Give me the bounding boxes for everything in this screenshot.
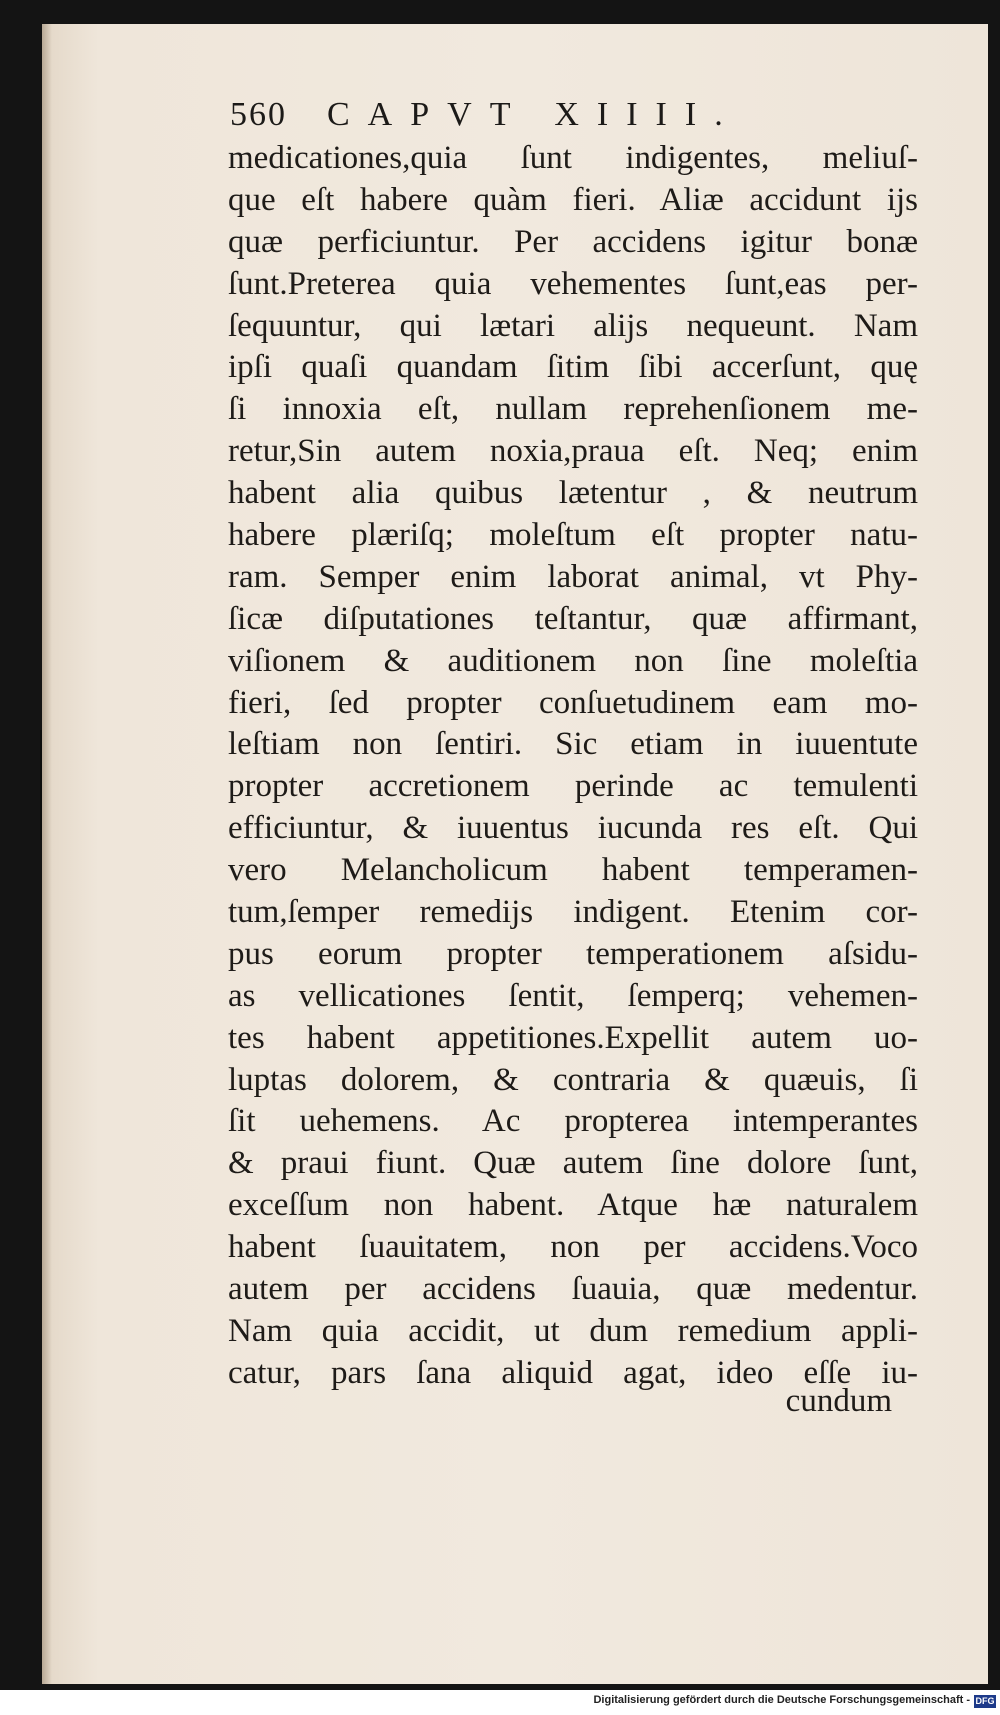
text-line: retur,Sin autem noxia,praua eſt. Neq; enim bbox=[228, 433, 918, 470]
funding-credit: Digitalisierung gefördert durch die Deutsche Forschungsgemeinschaft - bbox=[593, 1694, 970, 1706]
text-line: Nam quia accidit, ut dum remedium appli- bbox=[228, 1312, 918, 1349]
digitization-footer bbox=[0, 1690, 1000, 1715]
text-line: habent ſuauitatem, non per accidens.Voco bbox=[228, 1229, 918, 1266]
text-line: leſtiam non ſentiri. Sic etiam in iuuentute bbox=[228, 726, 918, 763]
text-line: tes habent appetitiones.Expellit autem uo- bbox=[228, 1019, 918, 1056]
text-line: ram. Semper enim laborat animal, vt Phy- bbox=[228, 558, 918, 595]
text-line: ſequuntur, qui lætari alijs nequeunt. Nam bbox=[228, 307, 918, 344]
text-line: habent alia quibus lætentur , & neutrum bbox=[228, 475, 918, 512]
text-line: propter accretionem perinde ac temulenti bbox=[228, 768, 918, 805]
text-line: luptas dolorem, & contraria & quæuis, ſi bbox=[228, 1061, 918, 1098]
text-line: exceſſum non habent. Atque hæ naturalem bbox=[228, 1187, 918, 1224]
text-line: as vellicationes ſentit, ſemperq; vehemen- bbox=[228, 977, 918, 1014]
text-line: fieri, ſed propter conſuetudinem eam mo- bbox=[228, 684, 918, 721]
text-line: ipſi quaſi quandam ſitim ſibi accerſunt, quę bbox=[228, 349, 918, 386]
text-line: & praui fiunt. Quæ autem ſine dolore ſunt, bbox=[228, 1145, 918, 1182]
dfg-logo-icon: DFG bbox=[975, 1696, 995, 1706]
text-line: habere plæriſq; moleſtum eſt propter natu- bbox=[228, 517, 918, 554]
text-line: pus eorum propter temperationem aſsidu- bbox=[228, 935, 918, 972]
running-head-title: CAPVT XIIII. bbox=[327, 96, 741, 133]
page-gutter-shadow bbox=[42, 24, 52, 1684]
text-line: ſunt.Preterea quia vehementes ſunt,eas per- bbox=[228, 265, 918, 302]
text-line: quæ perficiuntur. Per accidens igitur bonæ bbox=[228, 223, 918, 260]
text-line: vero Melancholicum habent temperamen- bbox=[228, 852, 918, 889]
text-line: catur, pars ſana aliquid agat, ideo eſſe iu- bbox=[228, 1354, 918, 1391]
text-line: que eſt habere quàm fieri. Aliæ accidunt ijs bbox=[228, 181, 918, 218]
text-line: efficiuntur, & iuuentus iucunda res eſt. Qui bbox=[228, 810, 918, 847]
body-text bbox=[228, 138, 918, 1395]
text-line: ſicæ diſputationes teſtantur, quæ affirmant, bbox=[228, 600, 918, 637]
catchword: cundum bbox=[785, 1383, 892, 1419]
text-line: ſi innoxia eſt, nullam reprehenſionem me- bbox=[228, 391, 918, 428]
text-line: viſionem & auditionem non ſine moleſtia bbox=[228, 642, 918, 679]
text-line: tum,ſemper remedijs indigent. Etenim cor- bbox=[228, 894, 918, 931]
text-line: ſit uehemens. Ac propterea intemperantes bbox=[228, 1103, 918, 1140]
page-number: 560 bbox=[230, 96, 287, 133]
text-line: medicationes,quia ſunt indigentes, meliuſ- bbox=[228, 140, 918, 176]
text-line: autem per accidens ſuauia, quæ medentur. bbox=[228, 1271, 918, 1308]
running-header bbox=[230, 96, 870, 132]
